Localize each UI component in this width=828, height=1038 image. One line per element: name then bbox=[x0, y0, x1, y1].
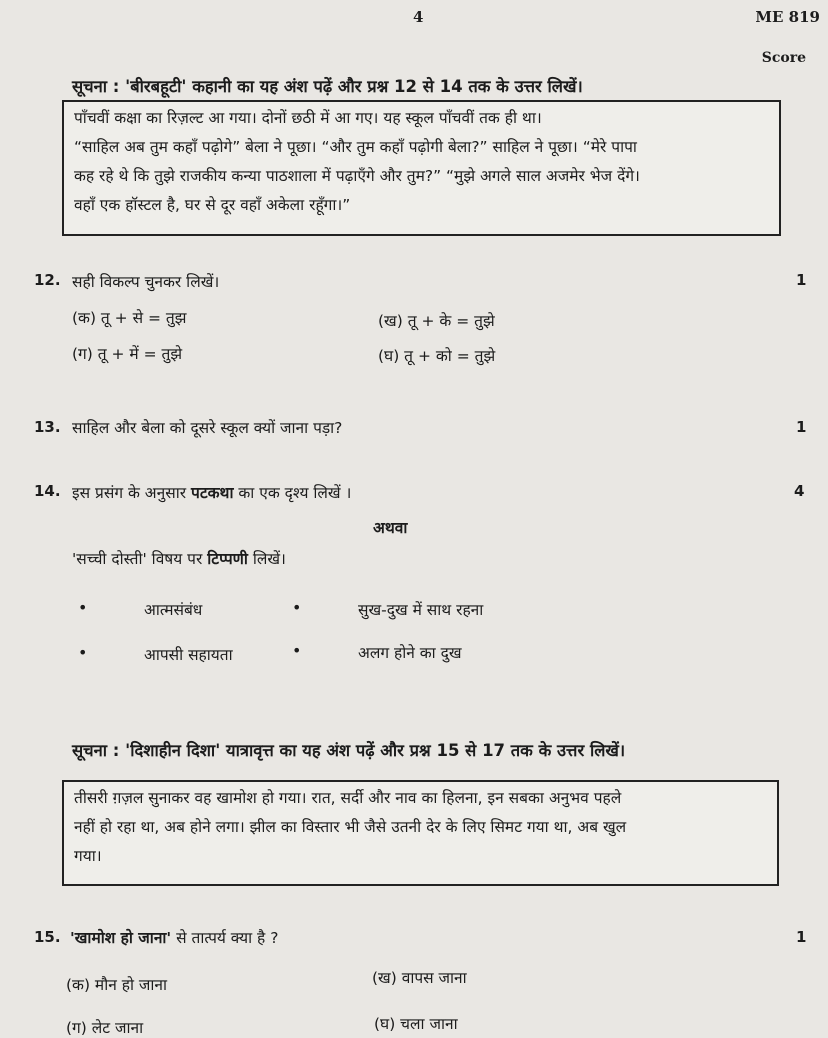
q14-text-before: इस प्रसंग के अनुसार bbox=[72, 484, 192, 502]
q12-option-ka: (क) तू + से = तुझ bbox=[72, 309, 187, 327]
q14-point: • आपसी सहायता bbox=[144, 643, 233, 665]
q15-text-after: से तात्पर्य क्या है ? bbox=[171, 929, 279, 947]
q15-number: 15. bbox=[34, 928, 61, 946]
notice-1-text: कहानी का यह अंश पढ़ें और प्रश्न 12 से 14 तक के उत्तर लिखें। bbox=[186, 77, 583, 96]
q14-alt-bold: टिप्पणी bbox=[207, 550, 248, 568]
q12-option-kha: (ख) तू + के = तुझे bbox=[378, 312, 495, 330]
q13-number: 13. bbox=[34, 418, 61, 436]
q14-alt-after: लिखें। bbox=[247, 550, 286, 568]
passage-2-line: तीसरी ग़ज़ल सुनाकर वह खामोश हो गया। रात, सर्दी और नाव का हिलना, इन सबका अनुभव पहले bbox=[74, 789, 622, 807]
q15-text bbox=[70, 926, 278, 948]
page-number: 4 bbox=[413, 8, 424, 26]
q15-option-ga: (ग) लेट जाना bbox=[66, 1019, 144, 1037]
q14-point: • अलग होने का दुख bbox=[358, 641, 462, 663]
q14-point: • सुख-दुख में साथ रहना bbox=[358, 598, 483, 620]
passage-2-box bbox=[62, 780, 779, 886]
notice-2 bbox=[72, 738, 625, 761]
or-label: अथवा bbox=[373, 519, 408, 537]
notice-2-title: 'दिशाहीन दिशा' bbox=[125, 741, 221, 760]
passage-1-line: कह रहे थे कि तुझे राजकीय कन्या पाठशाला में पढ़ाएँगे और तुम?” “मुझे अगले साल अजमेर भेज देंगे। bbox=[74, 167, 640, 185]
q15-option-kha: (ख) वापस जाना bbox=[372, 969, 467, 987]
q14-point: • आत्मसंबंध bbox=[144, 598, 202, 620]
q15-option-gha: (घ) चला जाना bbox=[374, 1015, 458, 1033]
passage-2-line: नहीं हो रहा था, अब होने लगा। झील का विस्तार भी जैसे उतनी देर के लिए सिमट गया था, अब खुल bbox=[74, 818, 627, 836]
q13-text: साहिल और बेला को दूसरे स्कूल क्यों जाना पड़ा? bbox=[72, 419, 343, 437]
q14-text-after: का एक दृश्य लिखें । bbox=[233, 484, 352, 502]
q12-option-gha: (घ) तू + को = तुझे bbox=[378, 347, 496, 365]
q15-marks: 1 bbox=[796, 928, 807, 946]
q12-text: सही विकल्प चुनकर लिखें। bbox=[72, 273, 220, 291]
q14-alt-text bbox=[72, 547, 286, 569]
q13-marks: 1 bbox=[796, 418, 807, 436]
notice-1-title: 'बीरबहूटी' bbox=[125, 77, 187, 96]
notice-2-prefix: सूचना : bbox=[72, 741, 126, 760]
q15-text-bold: 'खामोश हो जाना' bbox=[70, 929, 172, 947]
notice-1 bbox=[72, 74, 583, 97]
notice-1-prefix: सूचना : bbox=[72, 77, 126, 96]
q14-alt-before: 'सच्ची दोस्ती' विषय पर bbox=[72, 550, 208, 568]
q14-text-bold: पटकथा bbox=[191, 484, 234, 502]
passage-1-box bbox=[62, 100, 781, 236]
passage-1-line: पाँचवीं कक्षा का रिज़ल्ट आ गया। दोनों छठी में आ गए। यह स्कूल पाँचवीं तक ही था। bbox=[74, 109, 542, 127]
q12-option-ga: (ग) तू + में = तुझे bbox=[72, 345, 183, 363]
passage-2-line: गया। bbox=[74, 847, 102, 865]
q14-number: 14. bbox=[34, 482, 61, 500]
q14-text bbox=[72, 481, 351, 503]
paper-code: ME 819 bbox=[755, 8, 820, 26]
q12-number: 12. bbox=[34, 271, 61, 289]
q15-option-ka: (क) मौन हो जाना bbox=[66, 976, 168, 994]
q14-marks: 4 bbox=[794, 482, 805, 500]
passage-1-line: “साहिल अब तुम कहाँ पढ़ोगे” बेला ने पूछा। “और तुम कहाँ पढ़ोगी बेला?” साहिल ने पूछा। “मेरे पापा bbox=[74, 138, 637, 156]
notice-2-text: यात्रावृत्त का यह अंश पढ़ें और प्रश्न 15 से 17 तक के उत्तर लिखें। bbox=[220, 741, 626, 760]
score-label: Score bbox=[761, 50, 806, 66]
passage-1-line: वहाँ एक हॉस्टल है, घर से दूर वहाँ अकेला रहूँगा।” bbox=[74, 196, 351, 214]
q12-marks: 1 bbox=[796, 271, 807, 289]
